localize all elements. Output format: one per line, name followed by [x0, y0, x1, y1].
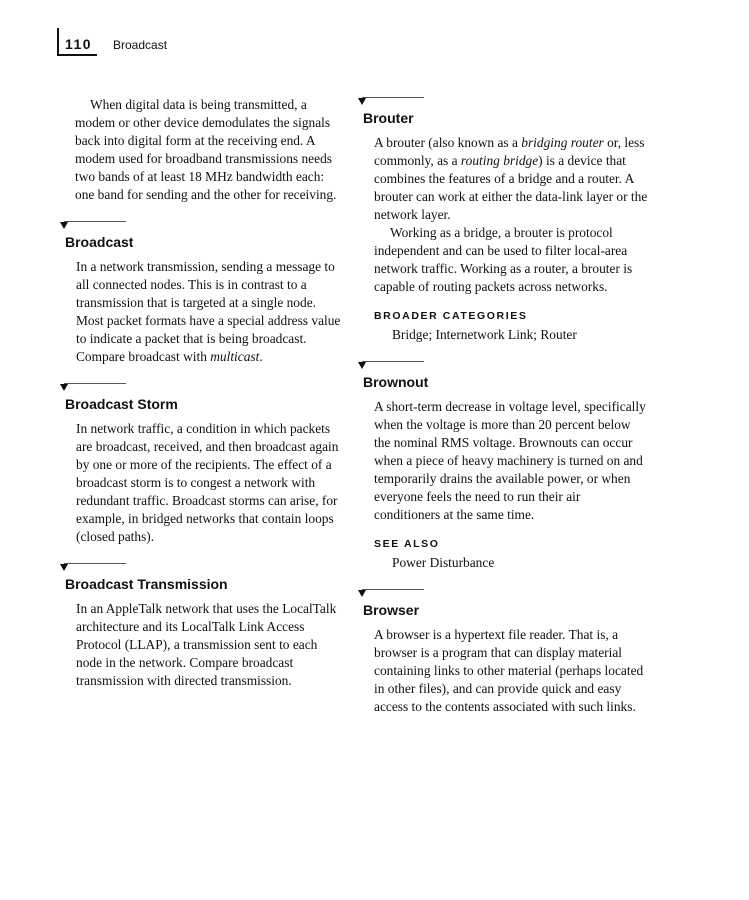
entry-term: Brownout	[363, 374, 429, 390]
entry-body: A short-term decrease in voltage level, specifically when the voltage is more than 20 percent below the nominal RMS voltage. Brownouts can occur when a piece of heavy machinery is turned on and temporarily drains the available power, or when everyone feels the need to run their air conditioners at the same time.	[374, 399, 646, 522]
see-also-list: Power Disturbance	[392, 555, 495, 570]
broader-categories-heading: BROADER CATEGORIES	[374, 310, 528, 322]
entry-broadcast-transmission	[60, 562, 345, 690]
entry-body: A browser is a hypertext file reader. That is, a browser is a program that can display material containing links to other material (perhaps located in other files), and can provide quick and easy access to the contents associated with such links.	[374, 627, 644, 714]
entry-marker	[358, 360, 428, 372]
entry-term: Brouter	[363, 110, 414, 126]
intro-paragraph: When digital data is being transmitted, a modem or other device demodulates the signals back into digital form at the receiving end. A modem used for broadband transmissions needs two bands of at least 18 MHz bandwidth each: one band for sending and the other for receiving.	[75, 97, 337, 202]
entry-term: Broadcast	[65, 234, 134, 250]
entry-marker	[358, 588, 428, 600]
entry-body-paragraph-2: Working as a bridge, a brouter is protocol independent and can be used to filter local-area network traffic. Working as a router, a brouter is capable of routing packets across networks.	[374, 225, 633, 294]
triangle-marker-icon	[60, 564, 68, 571]
running-header	[57, 28, 257, 58]
triangle-marker-icon	[358, 98, 366, 105]
entry-marker	[358, 96, 428, 108]
entry-marker	[60, 562, 130, 574]
entry-term: Browser	[363, 602, 420, 618]
left-column	[60, 96, 345, 690]
right-column	[358, 96, 648, 716]
entry-term: Broadcast Transmission	[65, 576, 228, 592]
running-section-title: Broadcast	[113, 38, 168, 52]
entry-broadcast-storm	[60, 382, 345, 546]
entry-term: Broadcast Storm	[65, 396, 178, 412]
triangle-marker-icon	[358, 362, 366, 369]
broader-categories-list: Bridge; Internetwork Link; Router	[392, 327, 577, 342]
page-number: 110	[65, 36, 93, 52]
header-rule-horizontal	[57, 54, 97, 56]
entry-broadcast	[60, 220, 345, 366]
entry-body: In an AppleTalk network that uses the LocalTalk architecture and its LocalTalk Link Access Protocol (LLAP), a transmission sent to each node in the network. Compare broadcast transmission with directed transmission.	[76, 601, 337, 688]
header-rule-vertical	[57, 28, 59, 56]
triangle-marker-icon	[358, 590, 366, 597]
entry-browser	[358, 588, 648, 716]
entry-body: In a network transmission, sending a message to all connected nodes. This is in contrast to a transmission that is targeted at a single node. Most packet formats have a special address value to indicate a packet that is being broadcast. Compare broadcast with multicast.	[76, 259, 341, 364]
entry-body: A brouter (also known as a bridging router or, less commonly, as a routing bridge) is a device that combines the features of a bridge and a router. A brouter can work at either the data-link layer or the network layer.	[374, 135, 648, 222]
triangle-marker-icon	[60, 384, 68, 391]
entry-body-italic: multicast	[210, 349, 260, 364]
see-also-heading: SEE ALSO	[374, 538, 440, 550]
entry-brownout	[358, 360, 648, 572]
entry-marker	[60, 382, 130, 394]
triangle-marker-icon	[60, 222, 68, 229]
entry-body: In network traffic, a condition in which packets are broadcast, received, and then broadcast again by one or more of the recipients. The effect of a broadcast storm is to congest a network with redundant traffic. Broadcast storms can arise, for example, in bridged networks that contain loops (closed paths).	[76, 421, 339, 544]
entry-brouter	[358, 96, 648, 344]
entry-marker	[60, 220, 130, 232]
